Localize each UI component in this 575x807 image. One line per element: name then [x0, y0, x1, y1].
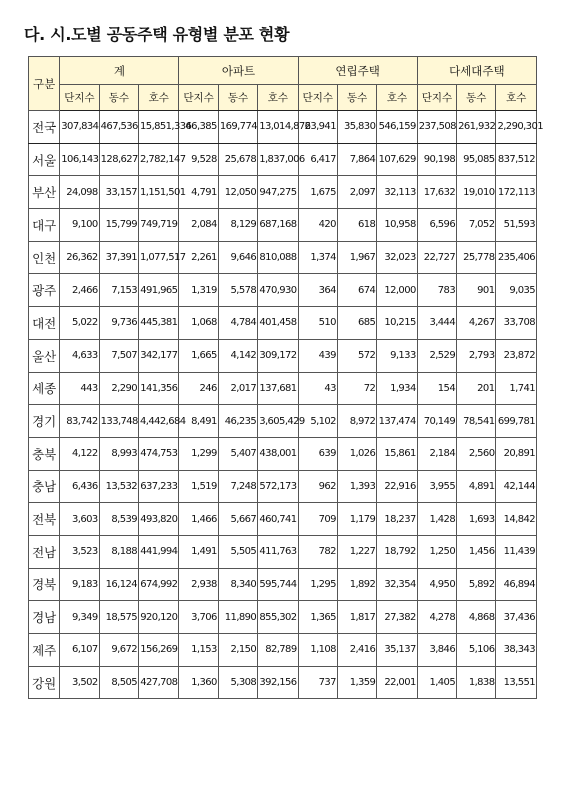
value-cell: 5,022: [60, 307, 99, 340]
value-cell: 595,744: [258, 568, 298, 601]
table-row: [29, 634, 537, 667]
value-cell: 25,678: [218, 143, 257, 176]
sub-header-complexes: 단지수: [417, 85, 456, 111]
value-cell: 26,362: [60, 241, 99, 274]
value-cell: 439: [298, 339, 337, 372]
value-cell: 7,864: [337, 143, 376, 176]
value-cell: 37,436: [496, 601, 537, 634]
value-cell: 11,439: [496, 535, 537, 568]
group-header-apartment: 아파트: [179, 57, 298, 85]
value-cell: 72: [337, 372, 376, 405]
table-row: [29, 339, 537, 372]
value-cell: 70,149: [417, 405, 456, 438]
value-cell: 4,891: [457, 470, 496, 503]
value-cell: 2,560: [457, 437, 496, 470]
value-cell: 107,629: [377, 143, 417, 176]
value-cell: 106,143: [60, 143, 99, 176]
value-cell: 38,343: [496, 634, 537, 667]
value-cell: 5,102: [298, 405, 337, 438]
value-cell: 9,183: [60, 568, 99, 601]
value-cell: 18,792: [377, 535, 417, 568]
table-row: [29, 274, 537, 307]
value-cell: 137,681: [258, 372, 298, 405]
value-cell: 1,428: [417, 503, 456, 536]
table-row: [29, 143, 537, 176]
sub-header-buildings: 동수: [337, 85, 376, 111]
value-cell: 42,144: [496, 470, 537, 503]
sub-header-complexes: 단지수: [298, 85, 337, 111]
value-cell: 237,508: [417, 111, 456, 144]
value-cell: 15,851,336: [139, 111, 179, 144]
value-cell: 4,791: [179, 176, 218, 209]
value-cell: 2,782,147: [139, 143, 179, 176]
value-cell: 6,417: [298, 143, 337, 176]
value-cell: 1,299: [179, 437, 218, 470]
value-cell: 8,491: [179, 405, 218, 438]
apartment-distribution-table: [28, 56, 543, 699]
region-cell: 경남: [29, 601, 60, 634]
region-header: 구분: [29, 57, 60, 111]
value-cell: 5,892: [457, 568, 496, 601]
value-cell: 11,890: [218, 601, 257, 634]
value-cell: 13,551: [496, 666, 537, 699]
value-cell: 16,124: [99, 568, 138, 601]
value-cell: 920,120: [139, 601, 179, 634]
value-cell: 8,539: [99, 503, 138, 536]
value-cell: 7,248: [218, 470, 257, 503]
value-cell: 23,872: [496, 339, 537, 372]
value-cell: 1,934: [377, 372, 417, 405]
value-cell: 13,532: [99, 470, 138, 503]
value-cell: 1,026: [337, 437, 376, 470]
value-cell: 246: [179, 372, 218, 405]
value-cell: 37,391: [99, 241, 138, 274]
value-cell: 4,442,684: [139, 405, 179, 438]
value-cell: 35,830: [337, 111, 376, 144]
region-cell: 제주: [29, 634, 60, 667]
value-cell: 674,992: [139, 568, 179, 601]
value-cell: 674: [337, 274, 376, 307]
value-cell: 810,088: [258, 241, 298, 274]
value-cell: 4,267: [457, 307, 496, 340]
sub-header-buildings: 동수: [218, 85, 257, 111]
value-cell: 201: [457, 372, 496, 405]
value-cell: 83,742: [60, 405, 99, 438]
table-row: [29, 405, 537, 438]
sub-header-units: 호수: [496, 85, 537, 111]
value-cell: 9,646: [218, 241, 257, 274]
value-cell: 401,458: [258, 307, 298, 340]
value-cell: 6,107: [60, 634, 99, 667]
value-cell: 737: [298, 666, 337, 699]
value-cell: 10,958: [377, 209, 417, 242]
value-cell: 8,188: [99, 535, 138, 568]
group-header-row-house: 연립주택: [298, 57, 417, 85]
value-cell: 2,097: [337, 176, 376, 209]
value-cell: 618: [337, 209, 376, 242]
sub-header-units: 호수: [258, 85, 298, 111]
value-cell: 33,708: [496, 307, 537, 340]
table-row: [29, 568, 537, 601]
value-cell: 133,748: [99, 405, 138, 438]
value-cell: 443: [60, 372, 99, 405]
value-cell: 4,868: [457, 601, 496, 634]
table-row: [29, 666, 537, 699]
value-cell: 5,667: [218, 503, 257, 536]
value-cell: 1,359: [337, 666, 376, 699]
document-title: 다. 시.도별 공동주택 유형별 분포 현황: [24, 25, 290, 44]
region-cell: 세종: [29, 372, 60, 405]
value-cell: 1,519: [179, 470, 218, 503]
value-cell: 947,275: [258, 176, 298, 209]
value-cell: 438,001: [258, 437, 298, 470]
value-cell: 22,727: [417, 241, 456, 274]
table-row: [29, 503, 537, 536]
region-cell: 충남: [29, 470, 60, 503]
value-cell: 411,763: [258, 535, 298, 568]
value-cell: 2,466: [60, 274, 99, 307]
value-cell: 154: [417, 372, 456, 405]
value-cell: 27,382: [377, 601, 417, 634]
value-cell: 1,360: [179, 666, 218, 699]
value-cell: 855,302: [258, 601, 298, 634]
value-cell: 95,085: [457, 143, 496, 176]
value-cell: 1,741: [496, 372, 537, 405]
value-cell: 12,000: [377, 274, 417, 307]
value-cell: 3,955: [417, 470, 456, 503]
value-cell: 8,340: [218, 568, 257, 601]
table-row: [29, 372, 537, 405]
value-cell: 10,215: [377, 307, 417, 340]
region-cell: 서울: [29, 143, 60, 176]
value-cell: 470,930: [258, 274, 298, 307]
value-cell: 699,781: [496, 405, 537, 438]
value-cell: 1,837,006: [258, 143, 298, 176]
value-cell: 15,861: [377, 437, 417, 470]
value-cell: 837,512: [496, 143, 537, 176]
value-cell: 9,349: [60, 601, 99, 634]
value-cell: 14,842: [496, 503, 537, 536]
header-sub-row: [29, 85, 537, 111]
value-cell: 1,466: [179, 503, 218, 536]
table-row: [29, 241, 537, 274]
value-cell: 1,250: [417, 535, 456, 568]
value-cell: 309,172: [258, 339, 298, 372]
value-cell: 6,436: [60, 470, 99, 503]
value-cell: 572: [337, 339, 376, 372]
value-cell: 32,023: [377, 241, 417, 274]
table-row: [29, 470, 537, 503]
value-cell: 1,151,501: [139, 176, 179, 209]
value-cell: 35,137: [377, 634, 417, 667]
value-cell: 22,001: [377, 666, 417, 699]
value-cell: 1,319: [179, 274, 218, 307]
value-cell: 572,173: [258, 470, 298, 503]
value-cell: 4,142: [218, 339, 257, 372]
value-cell: 474,753: [139, 437, 179, 470]
table-body: [29, 111, 543, 699]
value-cell: 307,834: [60, 111, 99, 144]
value-cell: 235,406: [496, 241, 537, 274]
value-cell: 1,179: [337, 503, 376, 536]
value-cell: 261,932: [457, 111, 496, 144]
value-cell: 1,967: [337, 241, 376, 274]
table-row: [29, 209, 537, 242]
value-cell: 9,035: [496, 274, 537, 307]
value-cell: 1,817: [337, 601, 376, 634]
value-cell: 172,113: [496, 176, 537, 209]
value-cell: 5,106: [457, 634, 496, 667]
value-cell: 5,578: [218, 274, 257, 307]
region-cell: 경기: [29, 405, 60, 438]
value-cell: 2,529: [417, 339, 456, 372]
table-row: [29, 111, 537, 144]
value-cell: 3,706: [179, 601, 218, 634]
value-cell: 7,153: [99, 274, 138, 307]
value-cell: 460,741: [258, 503, 298, 536]
value-cell: 4,950: [417, 568, 456, 601]
value-cell: 1,295: [298, 568, 337, 601]
value-cell: 420: [298, 209, 337, 242]
value-cell: 2,184: [417, 437, 456, 470]
value-cell: 1,153: [179, 634, 218, 667]
value-cell: 1,108: [298, 634, 337, 667]
value-cell: 9,672: [99, 634, 138, 667]
table-row: [29, 437, 537, 470]
value-cell: 2,084: [179, 209, 218, 242]
value-cell: 9,528: [179, 143, 218, 176]
region-cell: 전북: [29, 503, 60, 536]
value-cell: 3,502: [60, 666, 99, 699]
value-cell: 2,416: [337, 634, 376, 667]
value-cell: 24,098: [60, 176, 99, 209]
value-cell: 8,972: [337, 405, 376, 438]
value-cell: 783: [417, 274, 456, 307]
value-cell: 427,708: [139, 666, 179, 699]
value-cell: 1,491: [179, 535, 218, 568]
value-cell: 687,168: [258, 209, 298, 242]
value-cell: 1,892: [337, 568, 376, 601]
value-cell: 491,965: [139, 274, 179, 307]
value-cell: 3,523: [60, 535, 99, 568]
value-cell: 18,575: [99, 601, 138, 634]
value-cell: 1,693: [457, 503, 496, 536]
table-row: [29, 307, 537, 340]
region-cell: 전남: [29, 535, 60, 568]
value-cell: 46,894: [496, 568, 537, 601]
value-cell: 962: [298, 470, 337, 503]
table-row: [29, 601, 537, 634]
sub-header-units: 호수: [139, 85, 179, 111]
value-cell: 6,596: [417, 209, 456, 242]
value-cell: 493,820: [139, 503, 179, 536]
value-cell: 2,150: [218, 634, 257, 667]
value-cell: 2,261: [179, 241, 218, 274]
value-cell: 2,290,301: [496, 111, 537, 144]
value-cell: 32,354: [377, 568, 417, 601]
value-cell: 1,405: [417, 666, 456, 699]
table-row: [29, 176, 537, 209]
value-cell: 2,938: [179, 568, 218, 601]
sub-header-units: 호수: [377, 85, 417, 111]
value-cell: 9,133: [377, 339, 417, 372]
value-cell: 33,157: [99, 176, 138, 209]
region-cell: 부산: [29, 176, 60, 209]
region-cell: 경북: [29, 568, 60, 601]
table-header: [29, 57, 537, 111]
value-cell: 1,393: [337, 470, 376, 503]
region-cell: 광주: [29, 274, 60, 307]
value-cell: 467,536: [99, 111, 138, 144]
value-cell: 156,269: [139, 634, 179, 667]
value-cell: 22,916: [377, 470, 417, 503]
value-cell: 445,381: [139, 307, 179, 340]
value-cell: 639: [298, 437, 337, 470]
value-cell: 392,156: [258, 666, 298, 699]
value-cell: 1,068: [179, 307, 218, 340]
value-cell: 3,444: [417, 307, 456, 340]
region-cell: 대전: [29, 307, 60, 340]
group-header-multiplex: 다세대주택: [417, 57, 536, 85]
value-cell: 43: [298, 372, 337, 405]
value-cell: 19,010: [457, 176, 496, 209]
value-cell: 637,233: [139, 470, 179, 503]
value-cell: 137,474: [377, 405, 417, 438]
value-cell: 901: [457, 274, 496, 307]
value-cell: 12,050: [218, 176, 257, 209]
sub-header-complexes: 단지수: [179, 85, 218, 111]
value-cell: 13,014,876: [258, 111, 298, 144]
value-cell: 1,365: [298, 601, 337, 634]
region-cell: 강원: [29, 666, 60, 699]
value-cell: 51,593: [496, 209, 537, 242]
header-group-row: [29, 57, 537, 85]
value-cell: 15,799: [99, 209, 138, 242]
value-cell: 2,793: [457, 339, 496, 372]
value-cell: 8,129: [218, 209, 257, 242]
value-cell: 1,675: [298, 176, 337, 209]
value-cell: 5,505: [218, 535, 257, 568]
value-cell: 342,177: [139, 339, 179, 372]
value-cell: 8,993: [99, 437, 138, 470]
value-cell: 141,356: [139, 372, 179, 405]
value-cell: 169,774: [218, 111, 257, 144]
value-cell: 1,456: [457, 535, 496, 568]
value-cell: 1,227: [337, 535, 376, 568]
region-cell: 인천: [29, 241, 60, 274]
value-cell: 5,407: [218, 437, 257, 470]
value-cell: 4,784: [218, 307, 257, 340]
value-cell: 1,077,517: [139, 241, 179, 274]
value-cell: 46,385: [179, 111, 218, 144]
value-cell: 2,290: [99, 372, 138, 405]
value-cell: 8,505: [99, 666, 138, 699]
value-cell: 9,736: [99, 307, 138, 340]
region-cell: 대구: [29, 209, 60, 242]
group-header-total: 계: [60, 57, 179, 85]
value-cell: 18,237: [377, 503, 417, 536]
value-cell: 3,603: [60, 503, 99, 536]
value-cell: 1,374: [298, 241, 337, 274]
value-cell: 4,122: [60, 437, 99, 470]
region-cell: 충북: [29, 437, 60, 470]
table-row: [29, 535, 537, 568]
value-cell: 441,994: [139, 535, 179, 568]
value-cell: 782: [298, 535, 337, 568]
value-cell: 78,541: [457, 405, 496, 438]
value-cell: 32,113: [377, 176, 417, 209]
value-cell: 546,159: [377, 111, 417, 144]
region-cell: 전국: [29, 111, 60, 144]
value-cell: 4,633: [60, 339, 99, 372]
value-cell: 4,278: [417, 601, 456, 634]
value-cell: 7,052: [457, 209, 496, 242]
value-cell: 20,891: [496, 437, 537, 470]
value-cell: 1,665: [179, 339, 218, 372]
value-cell: 510: [298, 307, 337, 340]
value-cell: 25,778: [457, 241, 496, 274]
region-cell: 울산: [29, 339, 60, 372]
sub-header-buildings: 동수: [457, 85, 496, 111]
value-cell: 3,605,429: [258, 405, 298, 438]
value-cell: 1,838: [457, 666, 496, 699]
value-cell: 17,632: [417, 176, 456, 209]
value-cell: 3,846: [417, 634, 456, 667]
value-cell: 23,941: [298, 111, 337, 144]
value-cell: 749,719: [139, 209, 179, 242]
value-cell: 82,789: [258, 634, 298, 667]
value-cell: 46,235: [218, 405, 257, 438]
value-cell: 5,308: [218, 666, 257, 699]
value-cell: 90,198: [417, 143, 456, 176]
value-cell: 2,017: [218, 372, 257, 405]
sub-header-buildings: 동수: [99, 85, 138, 111]
value-cell: 7,507: [99, 339, 138, 372]
sub-header-complexes: 단지수: [60, 85, 99, 111]
value-cell: 128,627: [99, 143, 138, 176]
value-cell: 709: [298, 503, 337, 536]
value-cell: 364: [298, 274, 337, 307]
value-cell: 9,100: [60, 209, 99, 242]
value-cell: 685: [337, 307, 376, 340]
